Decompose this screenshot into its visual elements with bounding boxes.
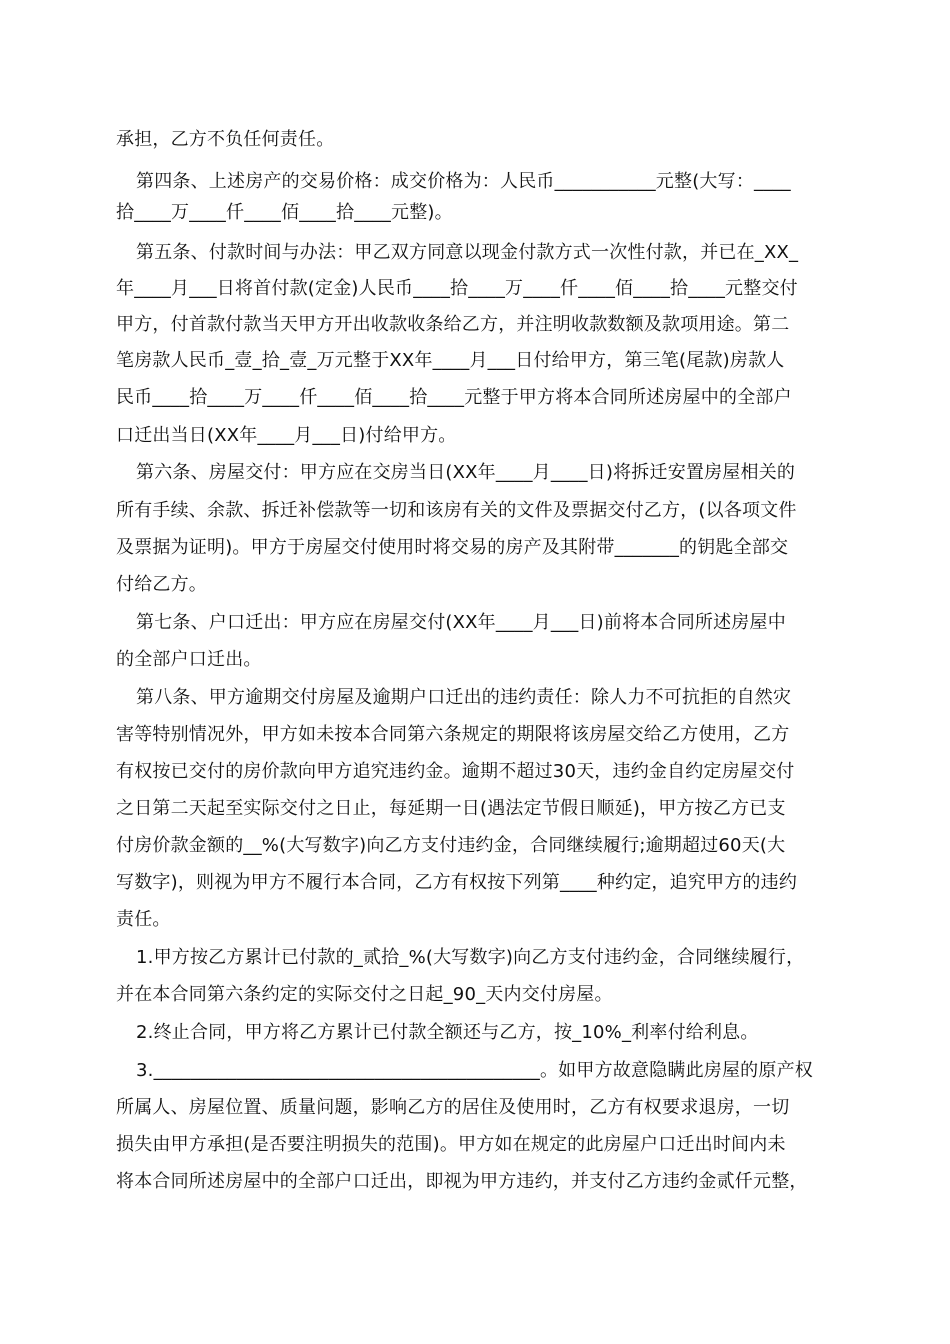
text-line: 损失由甲方承担(是否要注明损失的范围)。甲方如在规定的此房屋户口迁出时间内未 [116, 1134, 786, 1155]
text-line: 民币____拾____万____仟____佰____拾____元整于甲方将本合同所述房屋中的全部户 [116, 387, 792, 408]
article-8-heading: 第八条、甲方逾期交付房屋及逾期户口迁出的违约责任：除人力不可抗拒的自然灾 [136, 687, 792, 708]
text-line: 所有手续、余款、拆迁补偿款等一切和该房有关的文件及票据交付乙方，(以各项文件 [116, 500, 797, 521]
text-line: 将本合同所述房屋中的全部户口迁出，即视为甲方违约，并支付乙方违约金贰仟元整， [116, 1171, 808, 1192]
text-line: 年____月___日将首付款(定金)人民币____拾____万____仟____佰____拾____元整交付 [116, 278, 798, 299]
text-line: 付给乙方。 [116, 574, 207, 595]
text-line: 拾____万____仟____佰____拾____元整)。 [116, 202, 453, 223]
text-line: 承担，乙方不负任何责任。 [116, 129, 335, 150]
text-line: 及票据为证明)。甲方于房屋交付使用时将交易的房产及其附带_______的钥匙全部交 [116, 537, 789, 558]
text-line: 责任。 [116, 909, 171, 930]
article-4-heading: 第四条、上述房产的交易价格：成交价格为：人民币___________元整(大写：____ [136, 171, 791, 192]
text-line: 害等特别情况外，甲方如未按本合同第六条规定的期限将该房屋交给乙方使用，乙方 [116, 724, 790, 745]
text-line: 有权按已交付的房价款向甲方追究违约金。逾期不超过30天，违约金自约定房屋交付 [116, 761, 795, 782]
article-5-heading: 第五条、付款时间与办法：甲乙双方同意以现金付款方式一次性付款，并已在_XX_ [136, 242, 799, 263]
clause-2: 2.终止合同，甲方将乙方累计已付款全额还与乙方，按_10%_利率付给利息。 [136, 1022, 759, 1043]
clause-1: 1.甲方按乙方累计已付款的_贰拾_%(大写数字)向乙方支付违约金，合同继续履行， [136, 947, 805, 968]
text-line: 并在本合同第六条约定的实际交付之日起_90_天内交付房屋。 [116, 984, 613, 1005]
text-line: 所属人、房屋位置、质量问题，影响乙方的居住及使用时，乙方有权要求退房，一切 [116, 1097, 790, 1118]
text-line: 口迁出当日(XX年____月___日)付给甲方。 [116, 425, 457, 446]
text-line: 笔房款人民币_壹_拾_壹_万元整于XX年____月___日付给甲方，第三笔(尾款)房款人 [116, 350, 785, 371]
text-line: 写数字)，则视为甲方不履行本合同，乙方有权按下列第____种约定，追究甲方的违约 [116, 872, 798, 893]
article-6-heading: 第六条、房屋交付：甲方应在交房当日(XX年____月____日)将拆迁安置房屋相关的 [136, 462, 796, 483]
text-line: 之日第二天起至实际交付之日止，每延期一日(遇法定节假日顺延)，甲方按乙方已支 [116, 798, 786, 819]
clause-3: 3.__________________________________________。如甲方故意隐瞒此房屋的原产权 [136, 1060, 813, 1081]
text-line: 的全部户口迁出。 [116, 649, 262, 670]
article-7-heading: 第七条、户口迁出：甲方应在房屋交付(XX年____月___日)前将本合同所述房屋中 [136, 612, 786, 633]
text-line: 甲方，付首款付款当天甲方开出收款收条给乙方，并注明收款数额及款项用途。第二 [116, 314, 790, 335]
text-line: 付房价款金额的__%(大写数字)向乙方支付违约金，合同继续履行;逾期超过60天(大 [116, 835, 786, 856]
